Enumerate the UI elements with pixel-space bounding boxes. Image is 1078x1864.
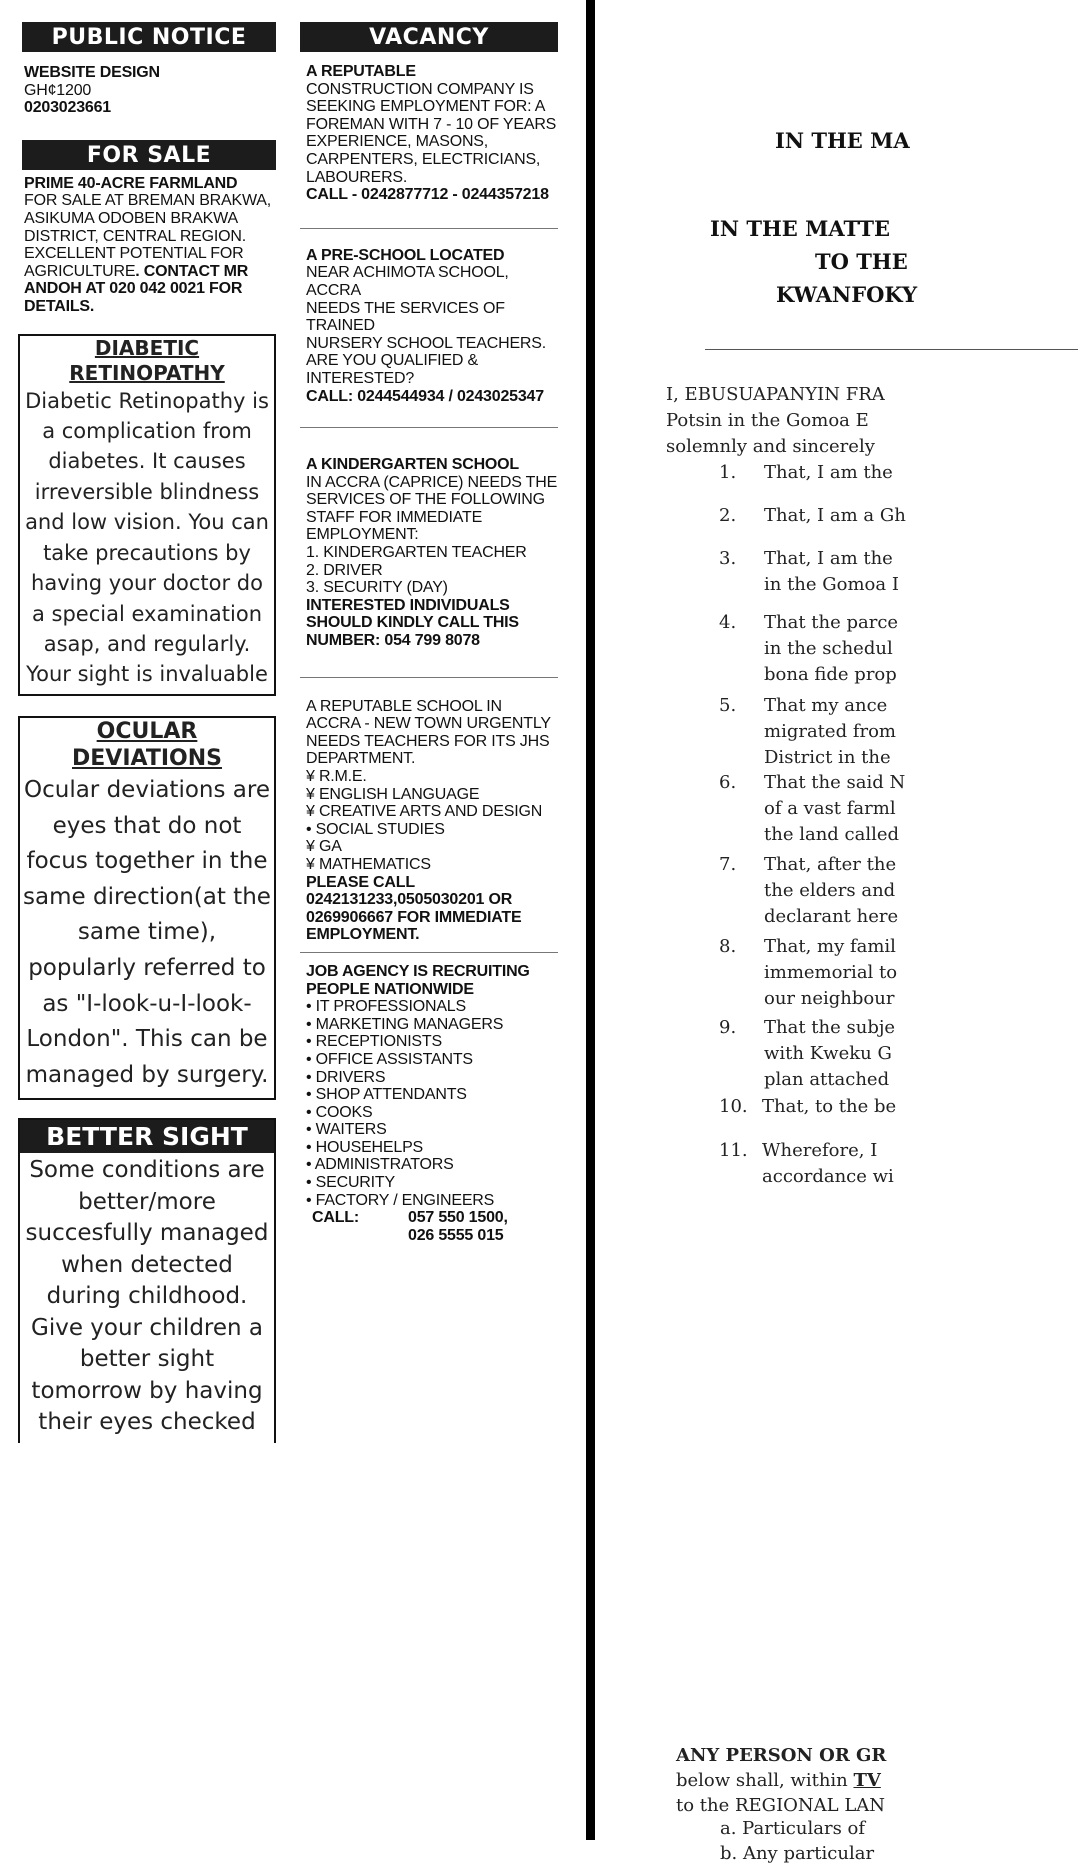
separator — [300, 228, 558, 229]
declaration-item-line: plan attached — [764, 1069, 890, 1090]
declaration-item-number: 2. — [719, 505, 737, 526]
ad1-call: CALL - 0242877712 - 0244357218 — [306, 186, 549, 204]
ad5-call-row — [306, 1209, 558, 1244]
for-sale-title: PRIME 40-ACRE FARMLAND — [24, 174, 238, 192]
declaration-item-number: 1. — [719, 462, 737, 483]
ad4-body: A REPUTABLE SCHOOL IN ACCRA - NEW TOWN URGENTLY NEEDS TEACHERS FOR ITS JHS DEPARTMENT. — [306, 697, 551, 768]
separator — [300, 427, 558, 428]
better-sight-box — [18, 1118, 276, 1443]
ad4-subject: ¥ CREATIVE ARTS AND DESIGN — [306, 803, 543, 821]
ad5-item: • HOUSEHELPS — [306, 1138, 424, 1156]
declaration-item-line: declarant here — [764, 906, 899, 927]
declaration-intro: solemnly and sincerely — [666, 436, 875, 457]
ad5-call-label: CALL: — [312, 1209, 359, 1227]
diabetic-retinopathy-title: DIABETIC RETINOPATHY — [69, 335, 225, 385]
ad5-item: • SHOP ATTENDANTS — [306, 1086, 467, 1104]
below-emph: TV — [853, 1770, 881, 1791]
declaration-item-line: That, I am the — [764, 462, 893, 483]
better-sight-text: Some conditions are better/more succesfully managed when detected during childhood. Give your children a better sight tomorrow by having their eyes checked — [25, 1157, 269, 1436]
ad1-body: CONSTRUCTION COMPANY IS SEEKING EMPLOYMENT FOR: A FOREMAN WITH 7 - 10 OF YEARS EXPERIENCE, MASONS, CARPENTERS, ELECTRICIANS, LABOURERS. — [306, 80, 557, 186]
declaration-item-line: That, my famil — [764, 936, 896, 957]
ad1-title: A REPUTABLE — [306, 63, 416, 80]
for-sale-body: FOR SALE AT BREMAN BRAKWA, ASIKUMA ODOBEN BRAKWA DISTRICT, CENTRAL REGION. EXCELLENT POTENTIAL FOR AGRICULTURE — [24, 192, 272, 280]
declaration-item-number: 8. — [719, 936, 737, 957]
any-person-heading: ANY PERSON OR GR — [676, 1745, 887, 1766]
public-notice-header: PUBLIC NOTICE — [22, 22, 276, 52]
below-line — [676, 1770, 881, 1791]
declaration-item-line: That the said N — [764, 772, 906, 793]
for-sale-header: FOR SALE — [22, 140, 276, 170]
ocular-deviations-title: OCULAR DEVIATIONS — [72, 718, 222, 772]
vacancy-column — [300, 22, 558, 1244]
ad4-subject: ¥ ENGLISH LANGUAGE — [306, 785, 480, 803]
separator — [300, 677, 558, 678]
declaration-item-line: bona fide prop — [764, 664, 897, 685]
declaration-intro: Potsin in the Gomoa E — [666, 410, 869, 431]
declaration-heading-1: IN THE MA — [775, 128, 910, 153]
declaration-item-line: in the schedul — [764, 638, 893, 659]
declaration-item-line: That, I am a Gh — [764, 505, 906, 526]
declaration-item-number: 9. — [719, 1017, 737, 1038]
declaration-item-number: 4. — [719, 612, 737, 633]
ad5-item: • ADMINISTRATORS — [306, 1156, 454, 1174]
sub-item-b: b. Any particular — [720, 1843, 875, 1864]
better-sight-title: BETTER SIGHT — [20, 1120, 274, 1154]
column-divider — [586, 0, 595, 1840]
public-notice-line1: WEBSITE DESIGN — [24, 64, 160, 81]
ad3-body: IN ACCRA (CAPRICE) NEEDS THE SERVICES OF THE FOLLOWING STAFF FOR IMMEDIATE EMPLOYMENT: 1. KINDERGARTEN TEACHER 2. DRIVER 3. SECURITY (DAY) — [306, 473, 558, 597]
ad4-subject: ¥ MATHEMATICS — [306, 855, 431, 873]
ad2-call: CALL: 0244544934 / 0243025347 — [306, 387, 544, 405]
declaration-item-line: our neighbour — [764, 988, 895, 1009]
declaration-item-number: 5. — [719, 695, 737, 716]
ad4-subject: • SOCIAL STUDIES — [306, 820, 445, 838]
ad5-phone: 026 5555 015 — [408, 1226, 504, 1244]
declaration-intro: I, EBUSUAPANYIN FRA — [666, 384, 885, 405]
declaration-item-number: 6. — [719, 772, 737, 793]
public-notice-ad — [24, 64, 276, 117]
ad5-item: • OFFICE ASSISTANTS — [306, 1050, 473, 1068]
declaration-item-line: Wherefore, I — [762, 1140, 878, 1161]
ad2-title: A PRE-SCHOOL LOCATED — [306, 246, 505, 264]
below-text: below shall, within — [676, 1770, 854, 1791]
ad4-subject: ¥ R.M.E. — [306, 768, 367, 785]
ad3-title: A KINDERGARTEN SCHOOL — [306, 456, 519, 474]
declaration-heading-2b: TO THE — [815, 249, 908, 274]
ad4-call: PLEASE CALL 0242131233,0505030201 OR 0269906667 FOR IMMEDIATE EMPLOYMENT. — [306, 873, 522, 944]
vacancy-header: VACANCY — [300, 22, 558, 52]
ocular-deviations-box — [18, 716, 276, 1100]
declaration-item-line: in the Gomoa I — [764, 574, 899, 595]
declaration-heading-2c: KWANFOKY — [776, 282, 918, 307]
ad5-title: JOB AGENCY IS RECRUITING PEOPLE NATIONWIDE — [306, 962, 530, 998]
ad5-item: • RECEPTIONISTS — [306, 1033, 442, 1051]
declaration-item-line: That, to the be — [762, 1096, 897, 1117]
public-notice-line2: GH¢1200 — [24, 81, 92, 99]
declaration-item-line: immemorial to — [764, 962, 898, 983]
declaration-item-line: migrated from — [764, 721, 896, 742]
left-column — [18, 22, 276, 1443]
ad5-item: • MARKETING MANAGERS — [306, 1015, 504, 1033]
declaration-item-line: accordance wi — [762, 1166, 894, 1187]
declaration-item-line: That the parce — [764, 612, 899, 633]
regional-line: to the REGIONAL LAN — [676, 1795, 886, 1816]
declaration-item-line: That the subje — [764, 1017, 896, 1038]
declaration-item-number: 10. — [719, 1096, 748, 1117]
ocular-deviations-text: Ocular deviations are eyes that do not focus together in the same direction(at the same time), popularly referred to as "I-look-u-I-look-London". This can be managed by surgery. — [23, 776, 271, 1089]
ad5-item: • FACTORY / ENGINEERS — [306, 1191, 495, 1209]
vacancy-ad-preschool — [306, 247, 558, 405]
diabetic-retinopathy-text: Diabetic Retinopathy is a complication from diabetes. It causes irreversible blindness and low vision. You can take precautions by having your doctor do a special examination asap, and regularly. Your sight is invaluable — [25, 388, 269, 687]
ad3-call: INTERESTED INDIVIDUALS SHOULD KINDLY CALL THIS NUMBER: 054 799 8078 — [306, 596, 519, 650]
separator — [300, 952, 558, 953]
ad2-body: NEAR ACHIMOTA SCHOOL, ACCRA NEEDS THE SERVICES OF TRAINED NURSERY SCHOOL TEACHERS. ARE YOU QUALIFIED & INTERESTED? — [306, 264, 547, 387]
declaration-item-line: the land called — [764, 824, 900, 845]
public-notice-line3: 0203023661 — [24, 99, 111, 117]
declaration-item-line: with Kweku G — [764, 1043, 892, 1064]
sub-item-a: a. Particulars of — [720, 1818, 866, 1839]
declaration-item-number: 3. — [719, 548, 737, 569]
ad5-item: • SECURITY — [306, 1174, 395, 1192]
ad5-phones — [408, 1209, 508, 1244]
declaration-item-number: 11. — [719, 1140, 748, 1161]
declaration-item-line: of a vast farml — [764, 798, 896, 819]
ad5-item: • IT PROFESSIONALS — [306, 998, 466, 1016]
ad5-item: • COOKS — [306, 1103, 373, 1121]
for-sale-contact: . CONTACT MR ANDOH AT 020 042 0021 FOR DETAILS. — [24, 262, 249, 315]
ad5-phone: 057 550 1500, — [408, 1209, 508, 1227]
ad5-item: • DRIVERS — [306, 1068, 386, 1086]
declaration-item-line: the elders and — [764, 880, 896, 901]
ad4-subject: ¥ GA — [306, 838, 342, 856]
declaration-item-line: District in the — [764, 747, 891, 768]
declaration-item-line: That my ance — [764, 695, 888, 716]
heading-rule — [705, 349, 1078, 350]
declaration-heading-2a: IN THE MATTE — [710, 216, 891, 241]
vacancy-ad-school-jhs — [306, 698, 558, 944]
vacancy-ad-kindergarten — [306, 456, 558, 650]
declaration-item-line: That, I am the — [764, 548, 893, 569]
ad5-item: • WAITERS — [306, 1121, 387, 1139]
declaration-item-number: 7. — [719, 854, 737, 875]
for-sale-ad — [24, 175, 276, 316]
vacancy-ad-job-agency — [306, 963, 558, 1245]
diabetic-retinopathy-box — [18, 334, 276, 696]
declaration-item-line: That, after the — [764, 854, 897, 875]
vacancy-ad-construction — [306, 63, 558, 204]
